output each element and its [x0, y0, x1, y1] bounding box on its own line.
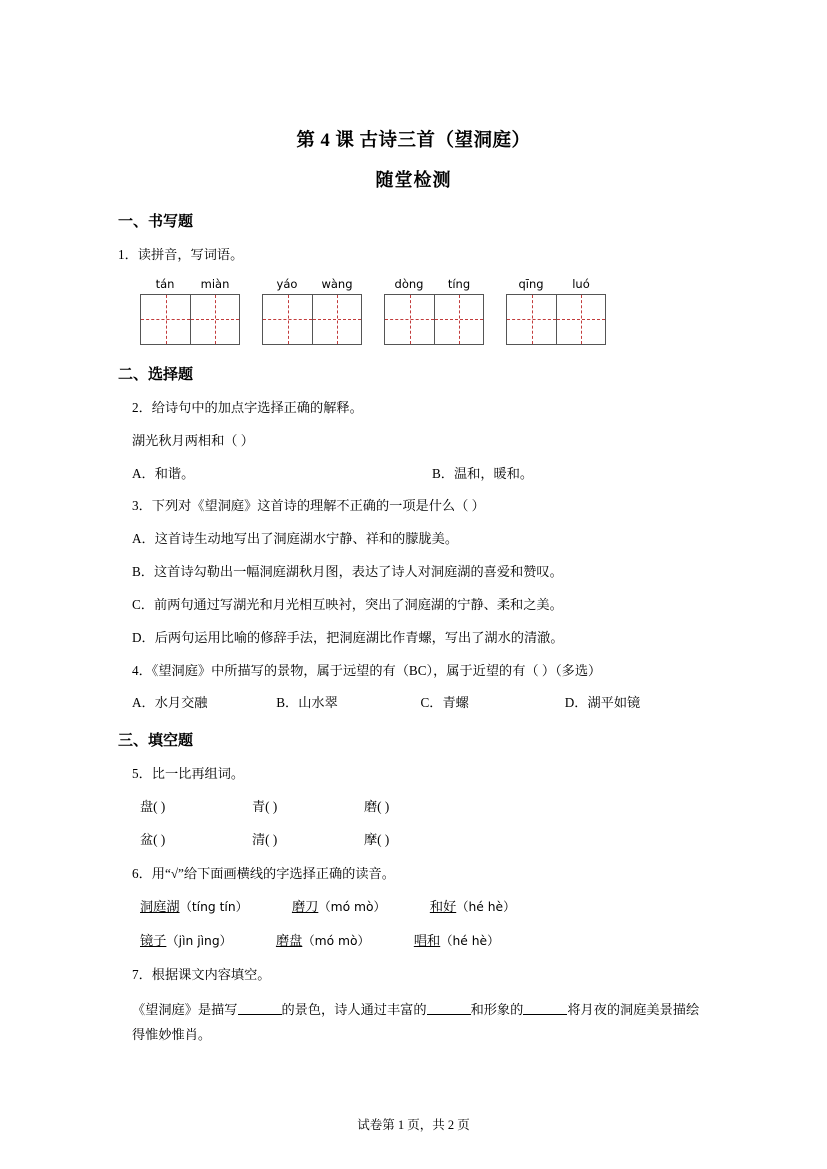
pinyin-row	[262, 277, 362, 291]
pinyin-syllable: luó	[572, 276, 590, 291]
word-block	[262, 277, 362, 345]
pinyin-row	[506, 277, 606, 291]
question-6-text: 6．用“√”给下面画横线的字选择正确的读音。	[132, 866, 395, 882]
question-7-text: 7．根据课文内容填空。	[132, 967, 271, 983]
option-b[interactable]: B．山水翠	[276, 695, 338, 711]
pinyin-choice-word: 和好	[429, 899, 457, 915]
page-subtitle: 随堂检测	[375, 170, 452, 190]
option-b[interactable]: B．温和，暖和。	[432, 466, 534, 482]
option-c[interactable]: C．青螺	[420, 695, 469, 711]
question-4-text: 4．《望洞庭》中所描写的景物，属于远望的有（BC），属于近望的有（ ）（多选）	[132, 663, 602, 679]
question-1-text: 1．读拼音，写词语。	[118, 247, 244, 262]
pinyin-syllable: yáo	[276, 276, 298, 291]
pinyin-choice-word: 磨盘	[275, 932, 303, 948]
pinyin-choice-word: 磨刀	[291, 899, 319, 915]
option-a[interactable]: A．这首诗生动地写出了洞庭湖水宁静、祥和的朦胧美。	[132, 531, 459, 547]
pinyin-choice-item[interactable]	[140, 930, 232, 952]
question-2-options	[118, 463, 709, 482]
pinyin-choice-item[interactable]	[140, 896, 248, 918]
tianzige-cell[interactable]	[385, 295, 434, 344]
tianzige-box[interactable]	[506, 294, 606, 345]
zuci-item[interactable]: 磨( )	[364, 798, 390, 814]
para-part: 的景色，诗人通过丰富的	[281, 1002, 427, 1018]
option-d[interactable]: D．后两句运用比喻的修辞手法，把洞庭湖比作青螺，写出了湖水的清澈。	[132, 629, 564, 645]
word-block	[506, 277, 606, 345]
pinyin-syllable: tíng	[447, 276, 471, 291]
tianzige-box[interactable]	[262, 294, 362, 345]
pinyin-syllable: wàng	[321, 276, 353, 291]
pinyin-choice-options: （jìn jìng）	[166, 933, 232, 948]
question-5-row-1	[118, 796, 709, 817]
zuci-item[interactable]: 摩( )	[364, 832, 390, 848]
fill-blank[interactable]	[238, 1014, 282, 1015]
pinyin-choice-word: 镜子	[140, 932, 167, 948]
zuci-item[interactable]: 盆( )	[140, 832, 166, 848]
pinyin-choice-options: （tíng tín）	[179, 900, 248, 915]
question-6-row-2	[118, 930, 709, 952]
pinyin-row	[384, 277, 484, 291]
tianzige-cell[interactable]	[556, 295, 605, 344]
question-6-row-1	[118, 896, 709, 918]
question-4-options	[118, 692, 709, 711]
zuci-item[interactable]: 清( )	[252, 832, 278, 848]
question-5-text: 5．比一比再组词。	[132, 766, 245, 782]
word-block	[140, 277, 240, 345]
pinyin-choice-options: （hé hè）	[440, 933, 500, 948]
pinyin-syllable: miàn	[200, 276, 230, 291]
question-2-text: 2．给诗句中的加点字选择正确的解释。	[132, 399, 363, 415]
tianzige-box[interactable]	[384, 294, 484, 345]
word-block	[384, 277, 484, 345]
fill-blank[interactable]	[523, 1014, 567, 1015]
pinyin-choice-item[interactable]	[414, 930, 500, 952]
tianzige-cell[interactable]	[507, 295, 556, 344]
option-d[interactable]: D．湖平如镜	[564, 695, 641, 711]
para-part: 将月夜的洞庭美景描绘得惟妙惟肖。	[132, 1002, 700, 1043]
pinyin-choice-item[interactable]	[292, 896, 386, 918]
option-c[interactable]: C．前两句通过写湖光和月光相互映衬，突出了洞庭湖的宁静、柔和之美。	[132, 596, 563, 612]
option-b[interactable]: B．这首诗勾勒出一幅洞庭湖秋月图，表达了诗人对洞庭湖的喜爱和赞叹。	[132, 563, 563, 579]
pinyin-choice-options: （mó mò）	[318, 900, 386, 915]
tianzige-cell[interactable]	[312, 295, 361, 344]
question-7-paragraph	[118, 997, 709, 1047]
fill-blank[interactable]	[427, 1014, 471, 1015]
tianzige-cell[interactable]	[141, 295, 190, 344]
question-5-row-2	[118, 829, 709, 850]
pinyin-syllable: tán	[155, 276, 175, 291]
pinyin-choice-options: （hé hè）	[456, 900, 516, 915]
zuci-item[interactable]: 青( )	[252, 798, 278, 814]
section-heading-writing: 一、书写题	[118, 214, 194, 230]
pinyin-syllable: dòng	[394, 276, 424, 291]
section-heading-choice: 二、选择题	[118, 366, 194, 383]
para-part: 和形象的	[470, 1002, 524, 1018]
pinyin-choice-options: （mó mò）	[302, 933, 370, 948]
tianzige-cell[interactable]	[263, 295, 312, 344]
pinyin-row	[140, 277, 240, 291]
tianzige-cell[interactable]	[434, 295, 483, 344]
option-a[interactable]: A．水月交融	[132, 695, 208, 711]
zuci-item[interactable]: 盘( )	[140, 798, 166, 814]
question-2-line: 湖光秋月两相和（ ）	[132, 432, 254, 448]
pinyin-grid	[118, 277, 709, 345]
option-a[interactable]: A．和谐。	[132, 466, 195, 482]
pinyin-choice-item[interactable]	[430, 896, 516, 918]
pinyin-choice-word: 洞庭湖	[140, 899, 180, 915]
para-part: 《望洞庭》是描写	[132, 1002, 238, 1018]
page-footer: 试卷第 1 页，共 2 页	[357, 1118, 470, 1132]
tianzige-cell[interactable]	[190, 295, 239, 344]
section-heading-fill: 三、填空题	[118, 733, 194, 750]
pinyin-syllable: qīng	[518, 276, 544, 291]
pinyin-choice-item[interactable]	[276, 930, 370, 952]
pinyin-choice-word: 唱和	[413, 932, 441, 948]
question-3-text: 3．下列对《望洞庭》这首诗的理解不正确的一项是什么（ ）	[132, 498, 485, 514]
tianzige-box[interactable]	[140, 294, 240, 345]
page-title: 第 4 课 古诗三首（望洞庭）	[296, 131, 531, 151]
